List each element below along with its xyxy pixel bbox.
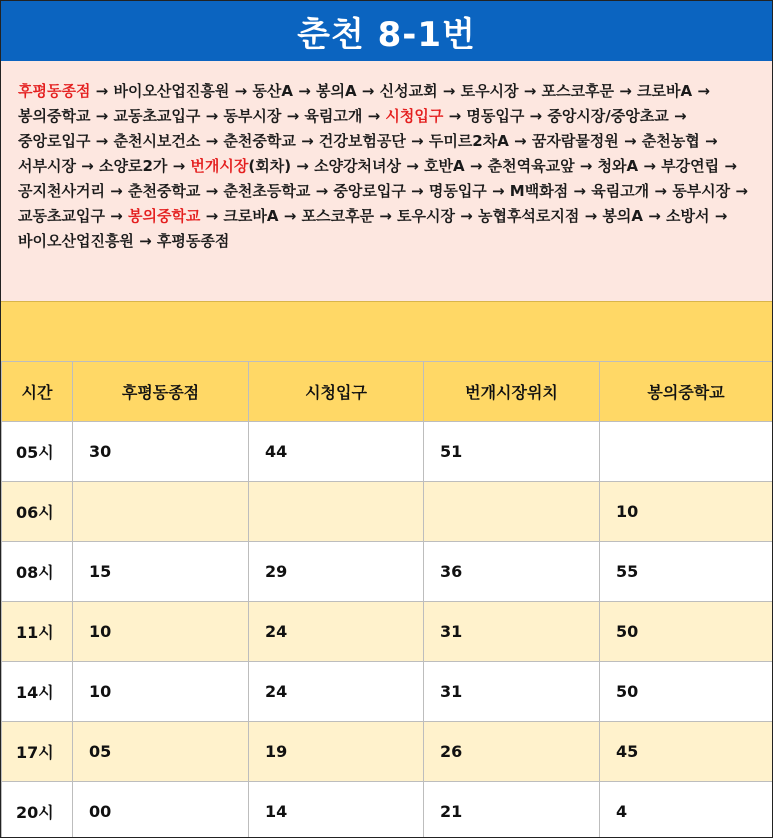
route-segment: (회차) → 소양강처녀상 → 호반A → 춘천역육교앞 → 청와A → 부강연립 → 공지천사거리 → 춘천중학교 → 춘천초등학교 → 중앙로입구 → 명동입구 → M백화점 → 육림고개 → 동부시장 → 교동초교입구 → [18,157,748,225]
minute-cell: 19 [249,722,424,782]
minute-cell [424,482,600,542]
table-row [2,422,773,482]
time-cell: 06시 [2,482,73,542]
minute-cell: 51 [424,422,600,482]
route-highlight-stop: 후평동종점 [18,82,91,100]
minute-cell: 45 [600,722,773,782]
minute-cell: 15 [73,542,249,602]
minute-cell: 31 [424,662,600,722]
minute-cell: 10 [600,482,773,542]
minute-cell: 21 [424,782,600,838]
minute-cell: 30 [73,422,249,482]
table-row [2,722,773,782]
route-highlight-stop: 번개시장 [190,157,249,175]
table-row [2,662,773,722]
minute-cell [249,482,424,542]
route-segment: → 크로바A → 포스코후문 → 토우시장 → 농협후석로지점 → 봉의A → 소방서 → 바이오산업진흥원 → 후평동종점 [18,207,728,250]
time-cell: 17시 [2,722,73,782]
minute-cell: 05 [73,722,249,782]
time-cell: 08시 [2,542,73,602]
column-header-time: 시간 [2,362,73,422]
minute-cell: 31 [424,602,600,662]
time-cell: 14시 [2,662,73,722]
timetable [1,361,773,838]
table-row [2,602,773,662]
route-segment: → 바이오산업진흥원 → 동산A → 봉의A → 신성교회 → 토우시장 → 포스코후문 → 크로바A → 봉의중학교 → 교동초교입구 → 동부시장 → 육림고개 → [18,82,710,125]
table-row [2,782,773,838]
minute-cell [73,482,249,542]
table-header-row [2,362,773,422]
table-row [2,542,773,602]
route-highlight-stop: 시청입구 [385,107,444,125]
time-cell: 05시 [2,422,73,482]
column-header-stop: 후평동종점 [73,362,249,422]
time-cell: 11시 [2,602,73,662]
minute-cell: 50 [600,602,773,662]
column-header-stop: 번개시장위치 [424,362,600,422]
minute-cell: 14 [249,782,424,838]
minute-cell: 24 [249,602,424,662]
minute-cell: 10 [73,662,249,722]
route-description [1,61,772,301]
minute-cell: 00 [73,782,249,838]
minute-cell: 26 [424,722,600,782]
minute-cell: 55 [600,542,773,602]
title-bar [1,1,772,61]
minute-cell: 29 [249,542,424,602]
page-title: 춘천 8-1번 [297,14,476,55]
minute-cell: 24 [249,662,424,722]
minute-cell [600,422,773,482]
route-segment: → 명동입구 → 중앙시장/중앙초교 → 중앙로입구 → 춘천시보건소 → 춘천중학교 → 건강보험공단 → 두미르2차A → 꿈자람물정원 → 춘천농협 → 서부시장 → 소양로2가 → [18,107,718,175]
column-header-stop: 시청입구 [249,362,424,422]
minute-cell: 44 [249,422,424,482]
route-highlight-stop: 봉의중학교 [127,207,201,225]
minute-cell: 36 [424,542,600,602]
table-row [2,482,773,542]
minute-cell: 4 [600,782,773,838]
time-cell: 20시 [2,782,73,838]
minute-cell: 10 [73,602,249,662]
column-header-stop: 봉의중학교 [600,362,773,422]
header-band [1,301,772,361]
minute-cell: 50 [600,662,773,722]
